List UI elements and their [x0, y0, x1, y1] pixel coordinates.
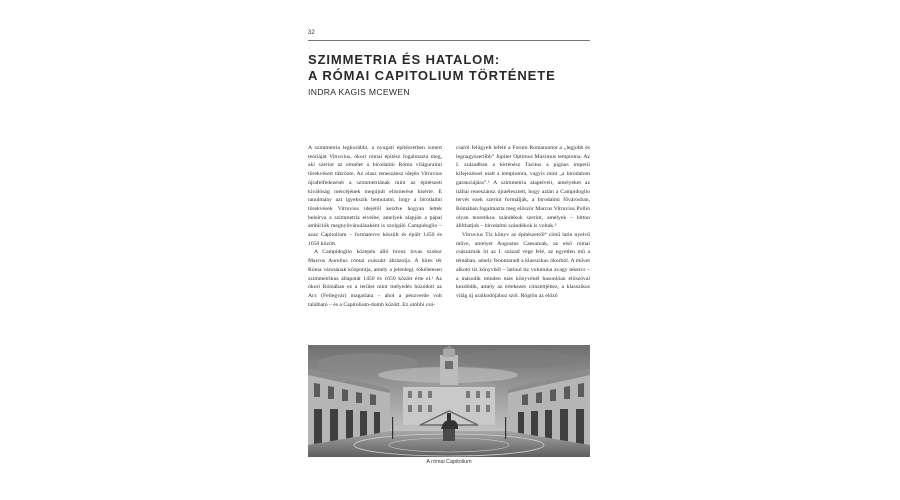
body-column-right	[456, 144, 590, 301]
paragraph: csáról felügyelt lefelé a Forum Romanumot a „legjobb és legnagyszerűbb” Jupiter Optimus Maximus temploma. Az I. században a történész Tacitus a pignus imperii kifejezéssel utalt a templomra, vagyis mint „a birodalom garanciájára”.² A szimmetria alapelveit, amelyeket az itáliai reneszánsz újraélesztett, hogy aztán a Campidoglio tervét ezek szerint formálják, a birodalmi fővárosban, Rómában fogalmazta meg először Marcus Vitruvius Pollio olyan teoretikus szándékok szerint, amelyek – bitton állíthatjuk – birodalmi szándékok is voltak.³	[456, 145, 590, 230]
paragraph: A Campidoglio közepén álló bronz lovas szobor Marcus Aurelius római császárt ábrázolja. A híres tér Róma városának központja, amely a jelenlegi, tökéletesen szimmetrikus állapotát 1450 és 1650 között érte el.¹ Az ókori Rómában ez a terület mint mélyedés húzódott az Arx (Fellegvár) magaslata – ahol a pénzverde volt található – és a Capitolium-domb között. Ez utóbbi csú-	[308, 249, 442, 308]
title-line-1: SZIMMETRIA ÉS HATALOM:	[308, 52, 501, 67]
body-column-left	[308, 144, 442, 309]
figure-caption: A római Capitolium	[426, 459, 472, 465]
header-rule	[308, 40, 590, 41]
paragraph: Vitruvius Tíz könyv az építészetről⁴ című latin nyelvű műve, amelyet Augustus Caesarnak, az első római császárnak írt az I. század vége felé, az egyetlen mű a témában, amely fennmaradt a klasszikus ókorból. A művet alkotó tíz könyvből – latinul tíz volumina avagy tekercs – a második minden más könyvénél hasonlóan előszóval kezdődik, amely az értekezés címzettjéhez, a klasszikus világ új uralkodójához szól. Rögtön az előző	[456, 232, 590, 299]
paragraph: A szimmetria legkorábbi, a nyugati építészetben ismert teóriáját Vitruvius, ókori római építész fogalmazta meg, aki szerint az elmélet a birodalmi Róma világuralmi törekvéseit tükrözte. Az olasz reneszánsz idején Vitruvius újrafelfedezését a szimmetriának mint az építészeti kiválóság mércéjének megújult elismerése kísérte. E tanulmány azt igyekszik bemutatni, hogy a birodalmi törekvések Vitruvius idejétől kezdve hogyan lettek beleírva a szimmetria elveibe, amelyek alapján a pápai ambíciók megnyilvánulásaként is szolgáló Campidoglio – azaz Capitolium – formaterve készült és épült 1450 és 1650 között.	[308, 145, 442, 247]
capitolium-photo	[308, 345, 590, 457]
article-title	[308, 52, 598, 83]
title-line-2: A RÓMAI CAPITOLIUM TÖRTÉNETE	[308, 67, 556, 83]
page-number: 32	[308, 30, 315, 36]
author-name: INDRA KAGIS MCEWEN	[308, 87, 410, 97]
